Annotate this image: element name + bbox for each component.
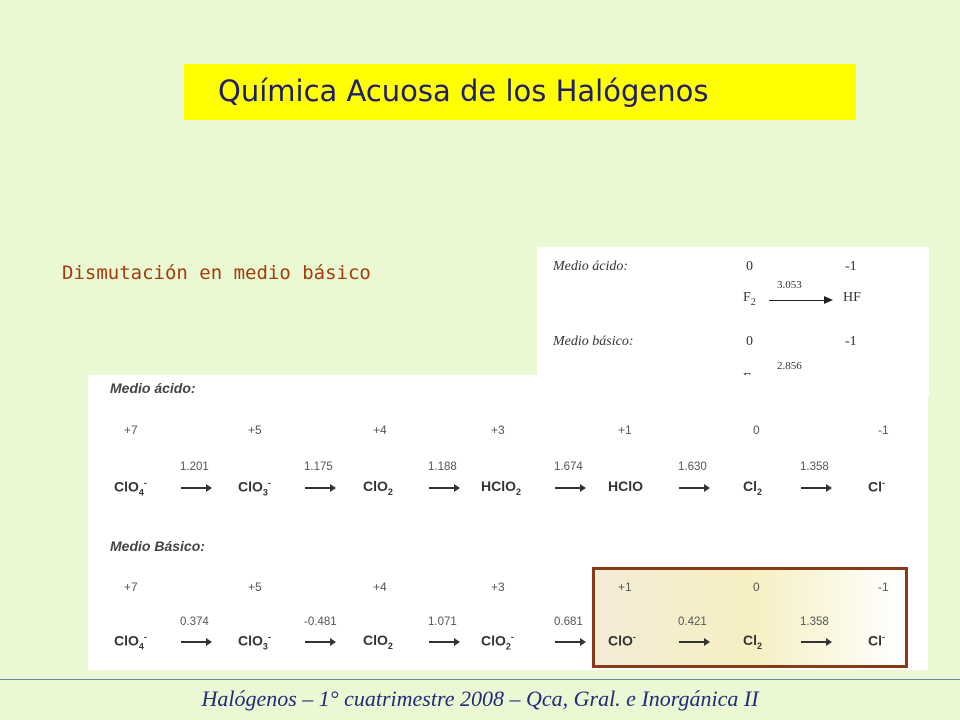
chlorine-basic-species: ClO$_2$-	[481, 632, 514, 652]
chlorine-acid-species: $Cl_2$	[743, 478, 763, 497]
chlorine-acid-ox-state: +3	[491, 423, 505, 437]
chlorine-acid-arrow	[429, 487, 457, 489]
chlorine-acid-header: Medio ácido:	[110, 380, 196, 396]
chlorine-basic-arrow	[679, 641, 707, 643]
fluorine-basic-potential: 2.856	[777, 360, 802, 372]
slide-subtitle: Dismutación en medio básico	[62, 262, 371, 284]
chlorine-basic-ox-state: +7	[124, 580, 138, 594]
chlorine-basic-species: ClO$_2$	[363, 632, 393, 651]
chlorine-basic-potential: 1.071	[428, 616, 457, 628]
chlorine-basic-ox-state: +4	[373, 580, 387, 594]
fluorine-basic-ox-right: -1	[845, 334, 857, 349]
chlorine-basic-potential: 1.358	[800, 616, 829, 628]
slide-title: Química Acuosa de los Halógenos	[218, 74, 709, 108]
chlorine-basic-potential: 0.681	[554, 616, 583, 628]
chlorine-acid-ox-state: +4	[373, 423, 387, 437]
chlorine-acid-potential: 1.188	[428, 461, 457, 473]
chlorine-acid-species: ClO$_3$-	[238, 478, 271, 498]
chlorine-acid-species: Cl-	[868, 478, 885, 495]
chlorine-acid-ox-state: +1	[618, 423, 632, 437]
chlorine-basic-potential: 0.421	[678, 616, 707, 628]
chlorine-basic-arrow	[305, 641, 333, 643]
chlorine-acid-potential: 1.201	[180, 461, 209, 473]
chlorine-acid-potential: 1.674	[554, 461, 583, 473]
fluorine-basic-ox-left: 0	[746, 334, 753, 349]
chlorine-basic-ox-state: -1	[878, 580, 889, 594]
chlorine-acid-potential: 1.358	[800, 461, 829, 473]
chlorine-basic-arrow	[801, 641, 829, 643]
chlorine-latimer-panel	[88, 375, 928, 670]
chlorine-acid-potential: 1.175	[304, 461, 333, 473]
chlorine-acid-arrow	[679, 487, 707, 489]
chlorine-basic-ox-state: +5	[248, 580, 262, 594]
chlorine-basic-species: Cl-	[868, 632, 885, 649]
fluorine-acid-species-left: $F_2$	[743, 290, 756, 308]
chlorine-acid-ox-state: +7	[124, 423, 138, 437]
chlorine-basic-species: $Cl_2$	[743, 632, 763, 651]
fluorine-acid-species-right: HF	[843, 290, 861, 305]
chlorine-basic-arrow	[555, 641, 583, 643]
fluorine-acid-ox-left: 0	[746, 259, 753, 274]
chlorine-acid-arrow	[181, 487, 209, 489]
chlorine-basic-arrow	[429, 641, 457, 643]
chlorine-basic-species: ClO-	[608, 632, 636, 649]
chlorine-basic-potential: -0.481	[304, 616, 337, 628]
fluorine-acid-label: Medio ácido:	[553, 259, 629, 274]
chlorine-acid-ox-state: -1	[878, 423, 889, 437]
chlorine-basic-ox-state: 0	[753, 580, 760, 594]
chlorine-acid-potential: 1.630	[678, 461, 707, 473]
chlorine-acid-species: HClO$_2$	[481, 478, 522, 497]
fluorine-basic-label: Medio básico:	[553, 334, 634, 349]
chlorine-basic-header: Medio Básico:	[110, 538, 205, 554]
fluorine-acid-potential: 3.053	[777, 279, 802, 291]
chlorine-basic-ox-state: +3	[491, 580, 505, 594]
chlorine-acid-arrow	[305, 487, 333, 489]
chlorine-acid-arrow	[801, 487, 829, 489]
chlorine-acid-species: HClO	[608, 478, 643, 494]
chlorine-acid-ox-state: +5	[248, 423, 262, 437]
chlorine-basic-potential: 0.374	[180, 616, 209, 628]
chlorine-acid-species: ClO$_4$-	[114, 478, 147, 498]
chlorine-basic-arrow	[181, 641, 209, 643]
fluorine-acid-arrow	[769, 300, 831, 301]
chlorine-basic-ox-state: +1	[618, 580, 632, 594]
chlorine-acid-arrow	[555, 487, 583, 489]
title-box	[184, 64, 856, 120]
fluorine-acid-ox-right: -1	[845, 259, 857, 274]
chlorine-acid-species: ClO$_2$	[363, 478, 393, 497]
dismutation-highlight-box	[592, 567, 908, 668]
chlorine-basic-species: ClO$_3$-	[238, 632, 271, 652]
chlorine-acid-ox-state: 0	[753, 423, 760, 437]
chlorine-basic-species: ClO$_4$-	[114, 632, 147, 652]
slide-footer: Halógenos – 1° cuatrimestre 2008 – Qca, Gral. e Inorgánica II	[201, 686, 759, 711]
footer-divider	[0, 679, 960, 680]
